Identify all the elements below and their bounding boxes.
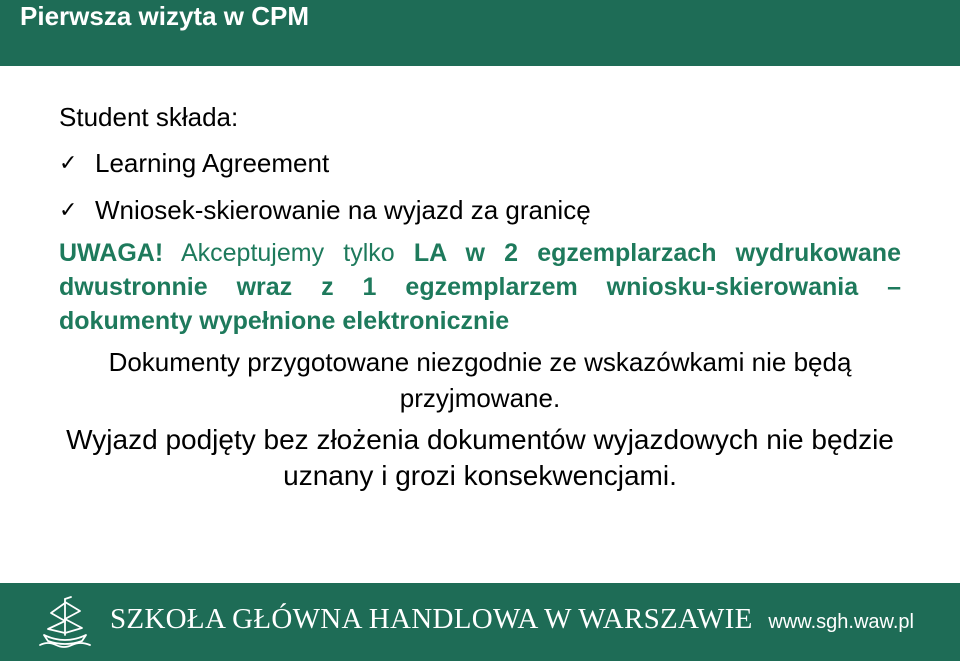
note-paragraph: Dokumenty przygotowane niezgodnie ze wskazówkami nie będą przyjmowane. bbox=[108, 347, 852, 413]
website-url: www.sgh.waw.pl bbox=[768, 611, 914, 633]
checkmark-icon: ✓ bbox=[59, 151, 78, 176]
consequence-paragraph: Wyjazd podjęty bez złożenia dokumentów wyjazdowych nie będzie uznany i grozi konsekwencjami. bbox=[66, 424, 894, 491]
slide-content bbox=[59, 95, 901, 494]
warning-label: UWAGA! bbox=[59, 239, 164, 267]
slide-footer bbox=[0, 583, 960, 661]
checkmark-icon: ✓ bbox=[59, 198, 78, 223]
list-item bbox=[59, 187, 901, 234]
ship-emblem-icon bbox=[36, 595, 94, 651]
slide-header bbox=[0, 0, 960, 66]
warning-text-bold: LA w 2 egzemplarzach wydrukowane dwustronnie wraz z 1 egzemplarzem wniosku-skierowania – dokumenty wypełnione elektronicznie bbox=[59, 239, 901, 335]
warning-text-regular: Akceptujemy tylko bbox=[163, 239, 414, 267]
intro-text: Student składa: bbox=[59, 102, 239, 132]
list-item-label: Wniosek-skierowanie na wyjazd za granicę bbox=[95, 195, 591, 225]
list-item-label: Learning Agreement bbox=[95, 148, 330, 178]
institution-name: SZKOŁA GŁÓWNA HANDLOWA W WARSZAWIE bbox=[110, 603, 753, 635]
warning-paragraph bbox=[59, 236, 901, 338]
slide-title: Pierwsza wizyta w CPM bbox=[20, 1, 309, 31]
list-item bbox=[59, 140, 901, 187]
